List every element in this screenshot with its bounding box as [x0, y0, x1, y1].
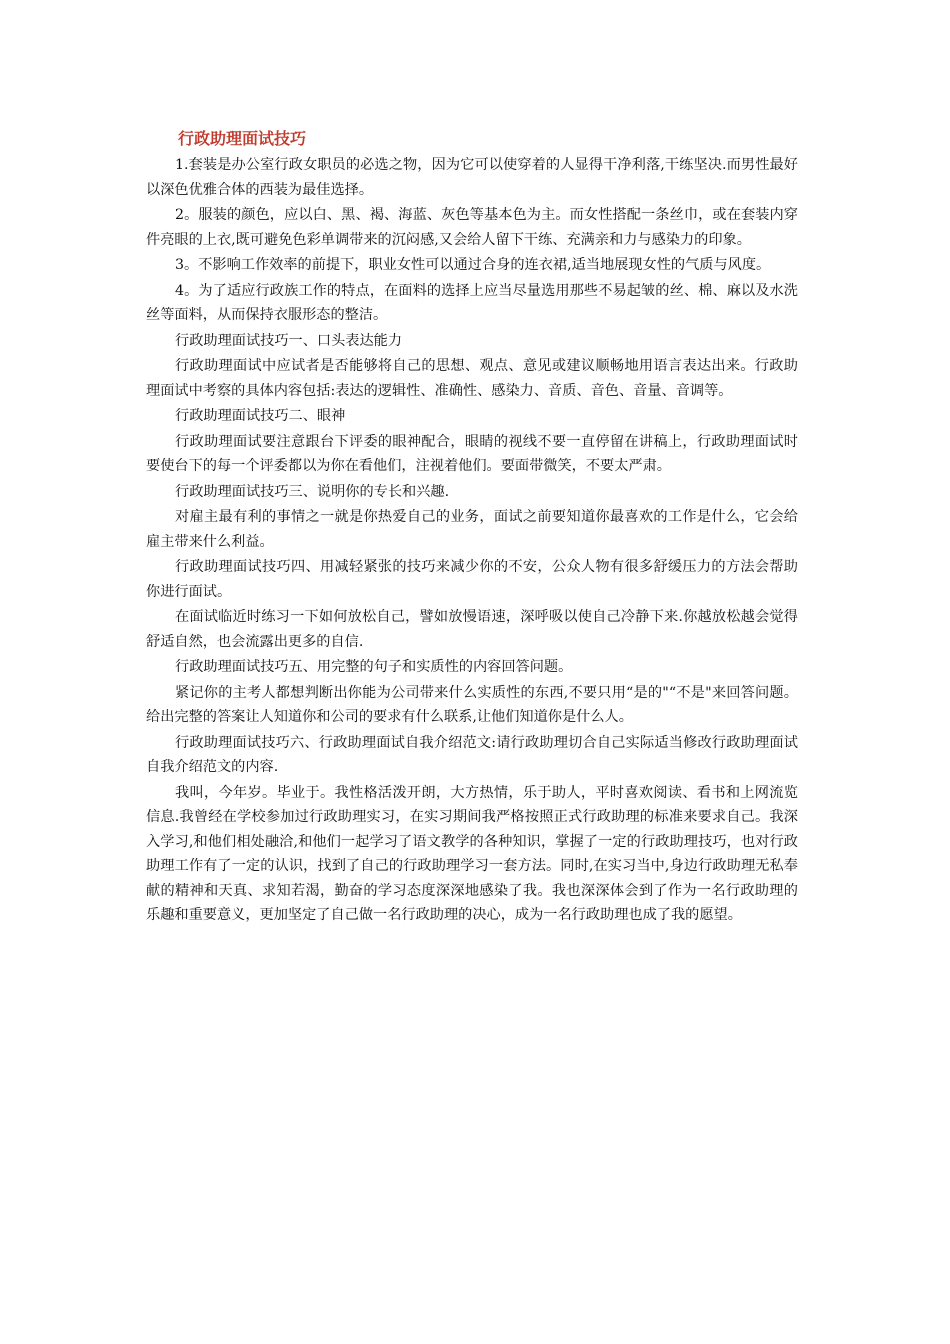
paragraph-fabric: 4。为了适应行政族工作的特点，在面料的选择上应当尽量选用那些不易起皱的丝、棉、麻以及水洗丝等面料，从而保持衣服形态的整洁。	[146, 282, 798, 323]
paragraph-interests: 对雇主最有利的事情之一就是你热爱自己的业务，面试之前要知道你最喜欢的工作是什么，它会给雇主带来什么利益。	[146, 509, 798, 550]
section-heading-6: 行政助理面试技巧六、行政助理面试自我介绍范文:请行政助理切合自己实际适当修改行政助理面试自我介绍范文的内容.	[146, 734, 798, 775]
paragraph-self-intro: 我叫，今年岁。毕业于。我性格活泼开朗，大方热情，乐于助人，平时喜欢阅读、看书和上网流览信息.我曾经在学校参加过行政助理实习，在实习期间我严格按照正式行政助理的标准来要求自己。我深入学习,和他们相处融洽,和他们一起学习了语文教学的各种知识，掌握了一定的行政助理技巧，也对行政助理工作有了一定的认识，找到了自己的行政助理学习一套方法。同时,在实习当中,身边行政助理无私奉献的精神和天真、求知若渴，勤奋的学习态度深深地感染了我。我也深深体会到了作为一名行政助理的乐趣和重要意义，更加坚定了自己做一名行政助理的决心，成为一名行政助理也成了我的愿望。	[146, 784, 798, 923]
paragraph-dress: 3。不影响工作效率的前提下，职业女性可以通过合身的连衣裙,适当地展现女性的气质与风度。	[175, 257, 771, 273]
paragraph-color: 2。服装的颜色，应以白、黑、褐、海蓝、灰色等基本色为主。而女性搭配一条丝巾，或在套装内穿件亮眼的上衣,既可避免色彩单调带来的沉闷感,又会给人留下干练、充满亲和力与感染力的印象。	[146, 207, 798, 248]
document-body	[146, 128, 798, 929]
section-heading-4: 行政助理面试技巧四、用减轻紧张的技巧来减少你的不安，公众人物有很多舒缓压力的方法会帮助你进行面试。	[146, 559, 798, 600]
paragraph-complete-answers: 紧记你的主考人都想判断出你能为公司带来什么实质性的东西,不要只用“是的"“不是"来回答问题。给出完整的答案让人知道你和公司的要求有什么联系,让他们知道你是什么人。	[146, 684, 798, 725]
section-heading-2: 行政助理面试技巧二、眼神	[175, 408, 346, 424]
paragraph-suit: 1.套装是办公室行政女职员的必选之物，因为它可以使穿着的人显得干净利落,干练坚决.而男性最好以深色优雅合体的西装为最佳选择。	[146, 157, 798, 198]
section-heading-5: 行政助理面试技巧五、用完整的句子和实质性的内容回答问题。	[175, 659, 573, 675]
paragraph-eye-contact: 行政助理面试要注意跟台下评委的眼神配合，眼睛的视线不要一直停留在讲稿上，行政助理面试时要使台下的每一个评委都以为你在看他们，注视着他们。要面带微笑，不要太严肃。	[146, 433, 798, 474]
section-heading-1: 行政助理面试技巧一、口头表达能力	[175, 332, 403, 349]
paragraph-expression: 行政助理面试中应试者是否能够将自己的思想、观点、意见或建议顺畅地用语言表达出来。行政助理面试中考察的具体内容包括:表达的逻辑性、准确性、感染力、音质、音色、音量、音调等。	[146, 358, 798, 399]
paragraph-relax: 在面试临近时练习一下如何放松自己，譬如放慢语速，深呼吸以使自己冷静下来.你越放松越会觉得舒适自然，也会流露出更多的自信.	[146, 609, 798, 650]
section-heading-3: 行政助理面试技巧三、说明你的专长和兴趣.	[175, 483, 450, 500]
document-title: 行政助理面试技巧	[178, 129, 307, 148]
